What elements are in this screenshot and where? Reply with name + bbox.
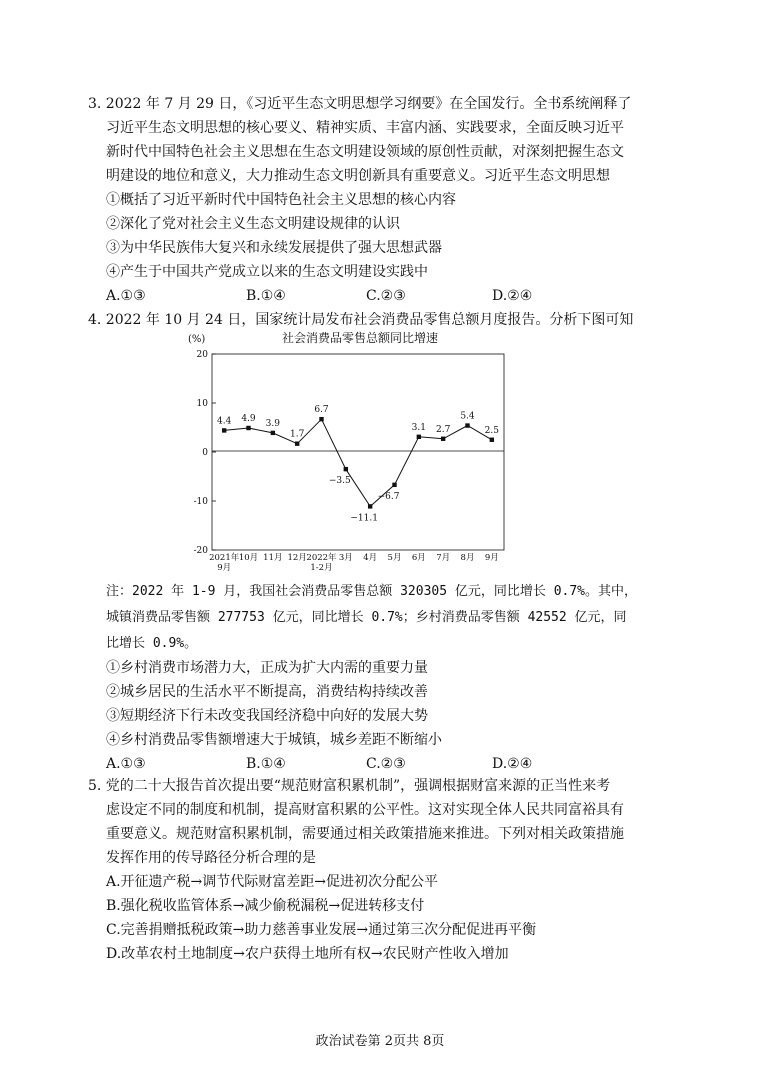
data-label: 3.9 [265,418,280,429]
data-label: −6.7 [377,491,400,502]
q3-stem-line-1: 3. 2022 年 7 月 29 日，《习近平生态文明思想学习纲要》在全国发行。全书系统阐释了 [88,96,632,112]
data-point [368,504,372,508]
page-footer: 政治试卷第 2页共 8页 [315,1034,445,1049]
data-label: 4.9 [241,413,256,424]
retail-sales-chart [0,326,760,586]
data-label: 2.7 [436,424,451,435]
q5-choice-c[interactable]: C.完善捐赠抵税政策→助力慈善事业发展→通过第三次分配促进再平衡 [106,922,537,938]
q4-choice-a[interactable]: A.①③ [106,756,146,772]
q5-stem-line-2: 虑设定不同的制度和机制，提高财富积累的公平性。这对实现全体人民共同富裕具有 [106,802,624,818]
data-point [295,441,299,445]
q4-statement-2: ②城乡居民的生活水平不断提高，消费结构持续改善 [106,684,428,700]
y-tick-label: 0 [202,448,208,458]
x-tick-label: 11月 [263,553,283,563]
data-label: 3.1 [411,422,426,433]
q3-choice-c[interactable]: C.②③ [366,288,406,304]
x-tick-label: 6月 [411,553,426,563]
data-point [222,428,226,432]
data-point [246,426,250,430]
data-point [392,483,396,487]
q5-stem-line-1: 5. 党的二十大报告首次提出要“规范财富积累机制”，强调根据财富来源的正当性来考 [88,778,611,794]
x-tick-label: 7月 [436,553,451,563]
q3-stem-line-3: 新时代中国特色社会主义思想在生态文明建设领域的原创性贡献，对深刻把握生态文 [106,144,624,160]
q4-note-line-2: 城镇消费品零售额 277753 亿元，同比增长 0.7%；乡村消费品零售额 42552 亿元，同 [106,610,627,625]
q4-statement-1: ①乡村消费市场潜力大，正成为扩大内需的重要力量 [106,660,428,676]
x-tick-label: 10月 [238,553,259,563]
chart-ylabel: (%) [188,334,206,345]
q5-choice-d[interactable]: D.改革农村土地制度→农户获得土地所有权→农民财产性收入增加 [106,946,509,962]
q3-statement-2: ②深化了党对社会主义生态文明建设规律的认识 [106,216,400,232]
q3-choice-d[interactable]: D.②④ [492,288,533,304]
data-point [417,435,421,439]
data-label: −11.1 [350,513,378,524]
x-tick-label: 3月 [338,553,353,563]
x-tick-label: 2021年 9月 [209,553,240,573]
data-label: 5.4 [460,411,475,422]
q5-choice-b[interactable]: B.强化税收监管体系→减少偷税漏税→促进转移支付 [106,898,425,914]
q5-choice-a[interactable]: A.开征遗产税→调节代际财富差距→促进初次分配公平 [106,874,439,890]
x-tick-label: 12月 [287,553,307,563]
y-tick-label: -20 [193,546,208,556]
data-point [465,423,469,427]
q5-stem-line-3: 重要意义。规范财富积累机制，需要通过相关政策措施来推进。下列对相关政策措施 [106,826,624,842]
series-line [224,419,492,506]
q3-statement-1: ①概括了习近平新时代中国特色社会主义思想的核心内容 [106,192,456,208]
data-label: 2.5 [484,425,499,436]
q3-statement-3: ③为中华民族伟大复兴和永续发展提供了强大思想武器 [106,240,442,256]
q5-stem-line-4: 发挥作用的传导路径分析合理的是 [106,850,316,866]
x-tick-label: 2022年 1-2月 [306,553,337,573]
q3-choice-b[interactable]: B.①④ [246,288,286,304]
q4-note-line-3: 比增长 0.9%。 [106,636,198,651]
q4-choice-d[interactable]: D.②④ [492,756,533,772]
q4-choice-c[interactable]: C.②③ [366,756,406,772]
q4-statement-3: ③短期经济下行未改变我国经济稳中向好的发展大势 [106,708,428,724]
data-point [319,417,323,421]
y-tick-label: -10 [193,497,208,507]
q4-statement-4: ④乡村消费品零售额增速大于城镇，城乡差距不断缩小 [106,732,442,748]
data-point [344,467,348,471]
data-point [441,437,445,441]
x-tick-label: 9月 [484,553,499,563]
chart-title: 社会消费品零售总额同比增速 [281,331,439,345]
x-tick-label: 8月 [460,553,475,563]
x-tick-label: 5月 [387,553,402,563]
x-tick-label: 4月 [363,553,378,563]
q3-choice-a[interactable]: A.①③ [106,288,146,304]
data-label: 6.7 [314,405,329,416]
q3-stem-line-2: 习近平生态文明思想的核心要义、精神实质、丰富内涵、实践要求，全面反映习近平 [106,120,624,136]
data-label: −3.5 [328,476,351,487]
q4-choice-b[interactable]: B.①④ [246,756,286,772]
data-label: 1.7 [290,429,305,440]
data-point [490,438,494,442]
y-tick-label: 20 [196,350,208,360]
data-point [271,431,275,435]
q4-note-line-1: 注：2022 年 1-9 月，我国社会消费品零售总额 320305 亿元，同比增长 0.7%。其中， [106,584,638,599]
q3-stem-line-4: 明建设的地位和意义，大力推动生态文明创新具有重要意义。习近平生态文明思想 [106,168,610,184]
data-label: 4.4 [217,416,232,427]
q4-stem: 4. 2022 年 10 月 24 日，国家统计局发布社会消费品零售总额月度报告。分析下图可知 [88,312,634,328]
q3-statement-4: ④产生于中国共产党成立以来的生态文明建设实践中 [106,264,428,280]
y-tick-label: 10 [196,399,208,409]
